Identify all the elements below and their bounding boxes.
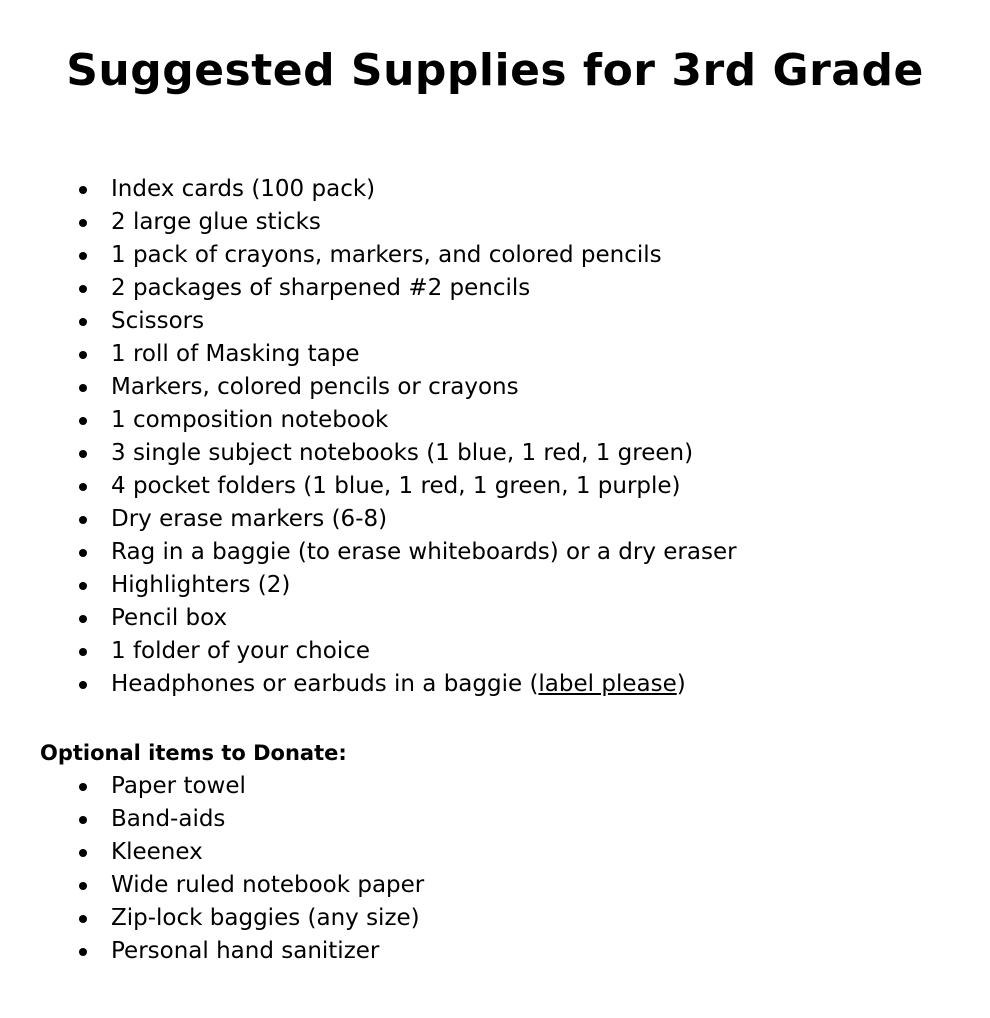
list-item-text: Paper towel (111, 773, 246, 799)
bullet-icon (79, 816, 87, 824)
bullet-icon (79, 516, 87, 524)
list-item (0, 404, 737, 437)
list-item (0, 371, 737, 404)
bullet-icon (79, 186, 87, 194)
list-item (0, 668, 737, 701)
list-item (0, 803, 424, 836)
bullet-icon (79, 615, 87, 623)
list-item (0, 338, 737, 371)
list-item-text: 2 packages of sharpened #2 pencils (111, 275, 531, 301)
bullet-icon (79, 849, 87, 857)
list-item (0, 635, 737, 668)
list-item-text: 3 single subject notebooks (1 blue, 1 red, 1 green) (111, 440, 694, 466)
list-item-text: Headphones or earbuds in a baggie ( (111, 671, 539, 697)
bullet-icon (79, 948, 87, 956)
list-item-text: Kleenex (111, 839, 203, 865)
bullet-icon (79, 219, 87, 227)
list-item (0, 305, 737, 338)
list-item (0, 602, 737, 635)
list-item-text: Highlighters (2) (111, 572, 291, 598)
bullet-icon (79, 783, 87, 791)
bullet-icon (79, 882, 87, 890)
list-item-text: Personal hand sanitizer (111, 938, 380, 964)
list-item (0, 869, 424, 902)
bullet-icon (79, 549, 87, 557)
bullet-icon (79, 252, 87, 260)
list-item-text: Band-aids (111, 806, 226, 832)
bullet-icon (79, 915, 87, 923)
list-item-text: Index cards (100 pack) (111, 176, 376, 202)
list-item (0, 569, 737, 602)
label-please-note: label please (538, 671, 677, 697)
list-item (0, 272, 737, 305)
bullet-icon (79, 483, 87, 491)
list-item (0, 770, 424, 803)
list-item (0, 836, 424, 869)
list-item-text: 4 pocket folders (1 blue, 1 red, 1 green, 1 purple) (111, 473, 681, 499)
list-item-text: 1 roll of Masking tape (111, 341, 360, 367)
list-item-text: Dry erase markers (6-8) (111, 506, 388, 532)
bullet-icon (79, 681, 87, 689)
bullet-icon (79, 417, 87, 425)
bullet-icon (79, 450, 87, 458)
bullet-icon (79, 384, 87, 392)
list-item-text: Wide ruled notebook paper (111, 872, 425, 898)
list-item-text: 1 composition notebook (111, 407, 389, 433)
bullet-icon (79, 582, 87, 590)
bullet-icon (79, 318, 87, 326)
list-item-text: 1 pack of crayons, markers, and colored pencils (111, 242, 662, 268)
list-item-text: 1 folder of your choice (111, 638, 371, 664)
list-item (0, 470, 737, 503)
list-item (0, 536, 737, 569)
bullet-icon (79, 648, 87, 656)
list-item (0, 503, 737, 536)
list-item (0, 935, 424, 968)
optional-items-heading: Optional items to Donate: (40, 741, 347, 765)
list-item (0, 437, 737, 470)
list-item (0, 206, 737, 239)
donate-list (0, 770, 424, 968)
list-item-text: Rag in a baggie (to erase whiteboards) or a dry eraser (111, 539, 737, 565)
page-title: Suggested Supplies for 3rd Grade (66, 45, 924, 96)
list-item-text: Pencil box (111, 605, 228, 631)
bullet-icon (79, 285, 87, 293)
list-item-text: 2 large glue sticks (111, 209, 321, 235)
list-item (0, 902, 424, 935)
supply-list (0, 173, 737, 701)
list-item-text: Zip-lock baggies (any size) (111, 905, 420, 931)
list-item (0, 239, 737, 272)
bullet-icon (79, 351, 87, 359)
list-item-text: Markers, colored pencils or crayons (111, 374, 519, 400)
list-item (0, 173, 737, 206)
list-item-text: ) (676, 671, 686, 697)
list-item-text: Scissors (111, 308, 205, 334)
